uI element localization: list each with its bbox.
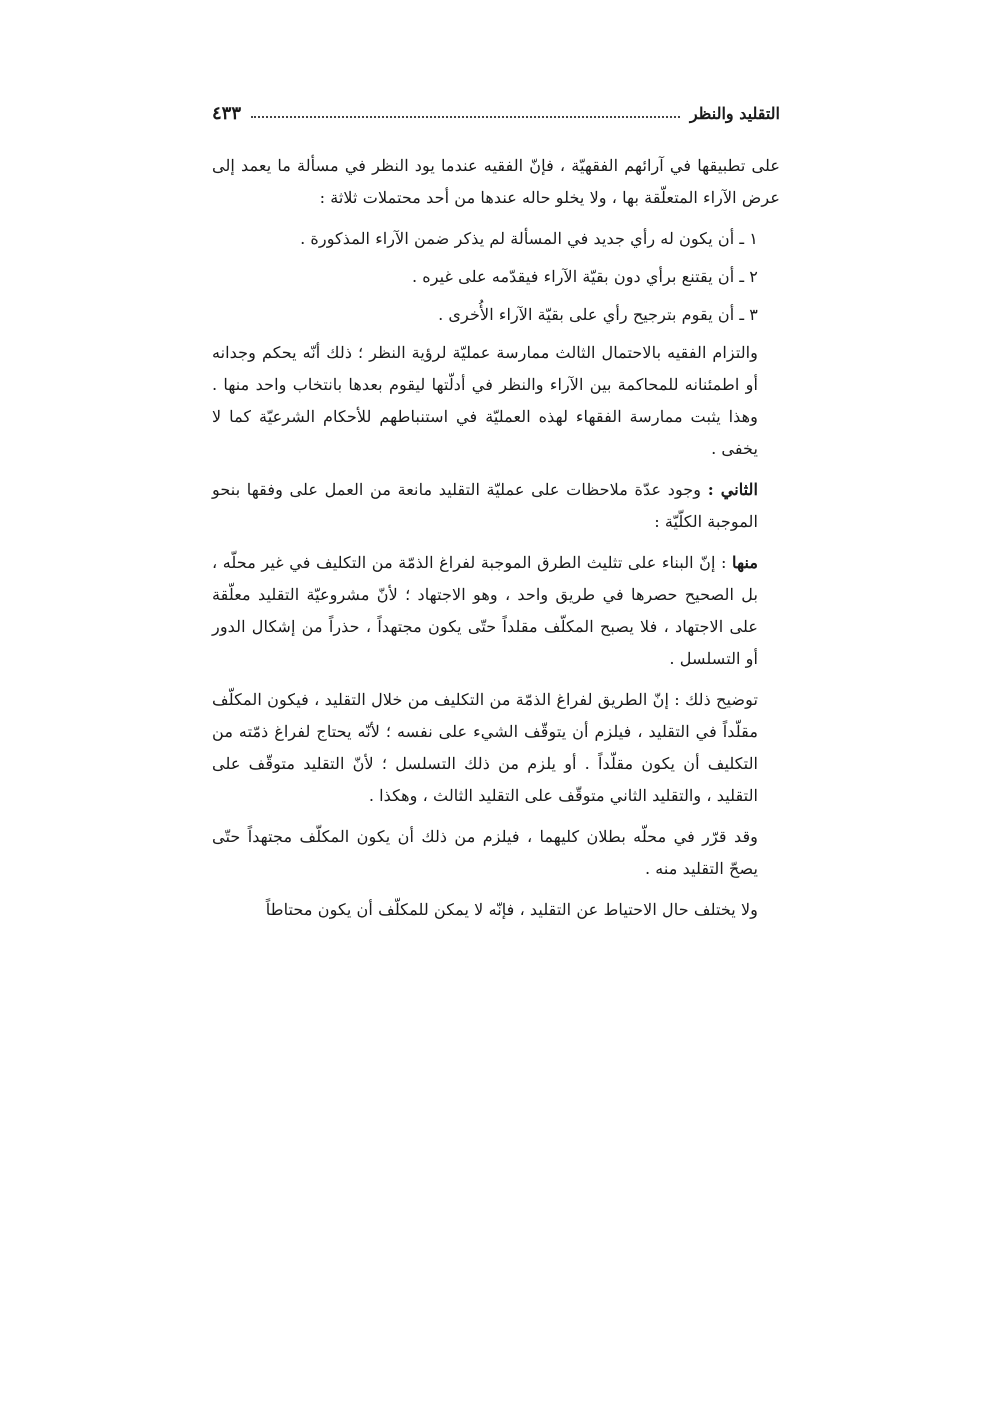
- paragraph-text: وجود عدّة ملاحظات على عمليّة التقليد مانعة من العمل على وفقها بنحو الموجبة الكلّيّة :: [212, 480, 758, 531]
- paragraph: وقد قرّر في محلّه بطلان كليهما ، فيلزم من ذلك أن يكون المكلّف مجتهداً حتّى يصحّ التقليد منه .: [212, 827, 758, 878]
- paragraph: [212, 474, 780, 538]
- list-item: ١ ـ أن يكون له رأي جديد في المسألة لم يذكر ضمن الآراء المذكورة .: [300, 229, 758, 248]
- chapter-title: التقليد والنظر: [689, 103, 780, 123]
- list-item: ٣ ـ أن يقوم بترجيح رأي على بقيّة الآراء الأُخرى .: [438, 305, 758, 324]
- dotted-leader: [251, 116, 680, 118]
- paragraph-lead: منها: [732, 553, 758, 572]
- paragraph-lead: الثاني :: [707, 480, 758, 499]
- paragraph: والتزام الفقيه بالاحتمال الثالث ممارسة عمليّة لرؤية النظر ؛ ذلك أنّه يحكم وجدانه أو اطمئنانه للمحاكمة بين الآراء والنظر في أدلّتها ليقوم بعدها بانتخاب واحد منها . وهذا يثبت ممارسة الفقهاء لهذه العمليّة في استنباطهم للأحكام الشرعيّة كما لا يخفى .: [212, 343, 758, 458]
- book-page: [212, 96, 780, 935]
- page-number: ٤٣٣: [212, 102, 242, 124]
- running-header: [212, 96, 780, 130]
- body-text: [212, 150, 780, 926]
- list-item: ٢ ـ أن يقتنع برأي دون بقيّة الآراء فيقدّمه على غيره .: [411, 267, 758, 286]
- paragraph: على تطبيقها في آرائهم الفقهيّة ، فإنّ الفقيه عندما يود النظر في مسألة ما يعمد إلى عرض الآراء المتعلّقة بها ، ولا يخلو حاله عندها من أحد محتملات ثلاثة :: [212, 156, 780, 207]
- paragraph: توضيح ذلك : إنّ الطريق لفراغ الذمّة من التكليف من خلال التقليد ، فيكون المكلّف مقلّداً في التقليد ، فيلزم أن يتوقّف الشيء على نفسه ؛ لأنّه يحتاج لفراغ ذمّته من التكليف أن يكون مقلّداً . أو يلزم من ذلك التسلسل ؛ لأنّ التقليد متوقّف على التقليد ، والتقليد الثاني متوقّف على التقليد الثالث ، وهكذا .: [212, 690, 758, 805]
- paragraph: ولا يختلف حال الاحتياط عن التقليد ، فإنّه لا يمكن للمكلّف أن يكون محتاطاً: [265, 900, 758, 919]
- paragraph-text: : إنّ البناء على تثليث الطرق الموجبة لفراغ الذمّة من التكليف في غير محلّه ، بل الصحيح حصرها في طريق واحد ، وهو الاجتهاد ؛ لأنّ مشروعيّة التقليد معلّقة على الاجتهاد ، فلا يصبح المكلّف مقلداً حتّى يكون مجتهداً ، حذراً من إشكال الدور أو التسلسل .: [212, 553, 758, 668]
- paragraph: [212, 547, 780, 675]
